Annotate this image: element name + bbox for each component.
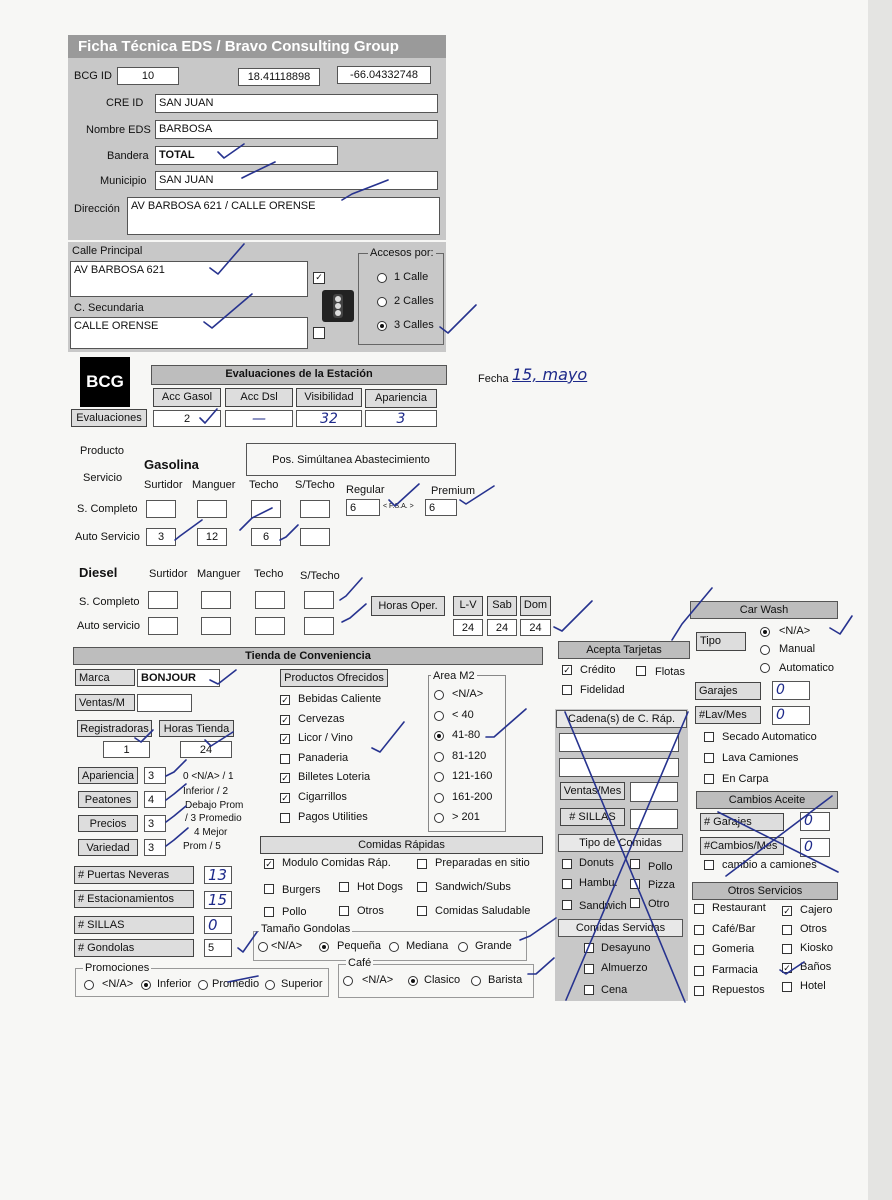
scale-1: 0 <N/A> / 1 bbox=[183, 771, 234, 782]
gas-col-techo: Techo bbox=[249, 479, 279, 491]
estacionamientos-field[interactable]: 15 bbox=[204, 891, 232, 909]
cambios-aceite-title: Cambios Aceite bbox=[696, 791, 838, 809]
check-regular bbox=[389, 484, 419, 506]
otros-left-1-label: Café/Bar bbox=[712, 922, 756, 935]
cafe-clasico-label: Clasico bbox=[424, 974, 461, 986]
promo-inferior-label: Inferior bbox=[157, 978, 192, 990]
secado-label: Secado Automatico bbox=[722, 731, 817, 743]
check-cafe bbox=[528, 958, 554, 974]
pos-simultanea-label: Pos. Simúltanea Abastecimiento bbox=[246, 443, 456, 476]
otros-right-0-label: Cajero bbox=[800, 904, 833, 916]
promociones-label: Promociones bbox=[85, 962, 150, 974]
check-diesel-stecho bbox=[340, 578, 362, 600]
otros-right-4-label: Hotel bbox=[800, 980, 826, 992]
s-completo-label: S. Completo bbox=[77, 503, 138, 515]
regular-field[interactable]: 6 bbox=[346, 499, 380, 516]
otros-left-2-label: Gomeria bbox=[712, 943, 755, 955]
eval-col-acc-dsl: Acc Dsl bbox=[225, 388, 293, 407]
producto-1-checkbox[interactable]: ✓ bbox=[281, 714, 289, 725]
check-premium bbox=[460, 486, 494, 504]
producto-0-checkbox[interactable]: ✓ bbox=[281, 695, 289, 705]
servida-almuerzo-label: Almuerzo bbox=[601, 962, 648, 974]
premium-field[interactable]: 6 bbox=[425, 499, 457, 516]
cafe-barista-label: Barista bbox=[488, 974, 523, 986]
comida-hotdogs-label: Hot Dogs bbox=[357, 881, 403, 893]
evaluaciones-title: Evaluaciones de la Estación bbox=[151, 365, 447, 385]
check-auto-2 bbox=[240, 508, 272, 530]
otros-servicios-title: Otros Servicios bbox=[692, 882, 838, 900]
scale-4: / 3 Promedio bbox=[185, 813, 242, 824]
productos-label: Productos Ofrecidos bbox=[280, 669, 388, 687]
check-tamano bbox=[520, 918, 556, 940]
en-carpa-label: En Carpa bbox=[722, 773, 769, 785]
otros-right-0-checkbox[interactable]: ✓ bbox=[783, 906, 791, 916]
puertas-neveras-label: # Puertas Neveras bbox=[74, 866, 194, 884]
producto-label: Producto bbox=[80, 445, 125, 457]
tipo-pollo-label: Pollo bbox=[648, 861, 673, 873]
area-3-label: 81-120 bbox=[452, 749, 487, 762]
cafe-label: Café bbox=[348, 957, 372, 969]
comidas-rapidas-label: Comidas Rápidas bbox=[260, 836, 543, 854]
gas-col-surtidor: Surtidor bbox=[144, 479, 183, 491]
check-tarjetas bbox=[672, 588, 712, 640]
comida-otros-label: Otros bbox=[357, 905, 384, 917]
registradoras-label: Registradoras bbox=[77, 720, 152, 737]
producto-3-label: Panaderia bbox=[298, 751, 349, 764]
tipo-hambu-label: Hambu. bbox=[579, 877, 618, 889]
comida-sandwich-label: Sandwich/Subs bbox=[435, 881, 511, 893]
bcg-id-label: BCG ID bbox=[74, 70, 112, 82]
apariencia-field[interactable]: 3 bbox=[144, 767, 166, 784]
bcg-id-field[interactable]: 10 bbox=[117, 67, 179, 85]
area-6-label: > 201 bbox=[452, 811, 480, 823]
horas-dom-field[interactable]: 24 bbox=[520, 619, 551, 636]
auto-servicio-label: Auto Servicio bbox=[75, 531, 140, 543]
eval-apariencia-field[interactable]: 3 bbox=[365, 410, 437, 427]
carwash-lav-field[interactable]: 0 bbox=[772, 706, 810, 725]
comidas-servidas-title: Comidas Servidas bbox=[558, 919, 683, 937]
comida-burgers-label: Burgers bbox=[282, 884, 321, 896]
peatones-label: Peatones bbox=[78, 791, 138, 808]
producto-1-label: Cervezas bbox=[298, 712, 345, 725]
acceso-2-calles-label: 2 Calles bbox=[394, 295, 434, 307]
carwash-manual-label: Manual bbox=[779, 643, 816, 655]
cre-id-label: CRE ID bbox=[106, 97, 144, 109]
regular-label: Regular bbox=[346, 484, 385, 496]
gas-auto-surtidor[interactable]: 3 bbox=[146, 528, 176, 546]
cadena-sillas-label: # SILLAS bbox=[560, 808, 625, 826]
tipo-otro-label: Otro bbox=[648, 898, 670, 910]
area-label: Area M2 bbox=[433, 670, 475, 682]
calle-principal-label: Calle Principal bbox=[72, 245, 143, 257]
variedad-label: Variedad bbox=[78, 839, 138, 856]
carwash-lav-label: #Lav/Mes bbox=[695, 706, 761, 724]
peatones-field[interactable]: 4 bbox=[144, 791, 166, 808]
marca-label: Marca bbox=[75, 669, 135, 686]
acceso-1-calle-label: 1 Calle bbox=[394, 271, 429, 283]
otros-left-3-label: Farmacia bbox=[712, 963, 758, 976]
horas-sab-field[interactable]: 24 bbox=[487, 619, 517, 636]
producto-4-checkbox[interactable]: ✓ bbox=[281, 773, 289, 784]
strike-promedio bbox=[228, 976, 258, 982]
check-area bbox=[486, 709, 526, 737]
tarjeta-credito-checkbox[interactable]: ✓ bbox=[563, 665, 571, 675]
check-apariencia bbox=[166, 760, 186, 776]
calle-secundaria-field[interactable]: CALLE ORENSE bbox=[70, 317, 308, 349]
tienda-sillas-field[interactable]: 0 bbox=[204, 916, 232, 934]
eval-col-apariencia: Apariencia bbox=[365, 389, 437, 408]
cadenas-title: Cadena(s) de C. Ráp. bbox=[556, 710, 687, 728]
horas-lv-field[interactable]: 24 bbox=[453, 619, 483, 636]
calle-principal-field[interactable]: AV BARBOSA 621 bbox=[70, 261, 308, 297]
tienda-sillas-label: # SILLAS bbox=[74, 916, 194, 934]
precios-label: Precios bbox=[78, 815, 138, 832]
direccion-label: Dirección bbox=[74, 203, 120, 215]
otros-right-1-label: Otros bbox=[800, 923, 827, 935]
diesel-auto-label: Auto servicio bbox=[77, 620, 140, 632]
producto-6-label: Pagos Utilities bbox=[298, 810, 368, 823]
cre-id-field[interactable]: SAN JUAN bbox=[155, 94, 438, 113]
check-diesel-auto bbox=[342, 604, 366, 622]
scale-6: Prom / 5 bbox=[183, 841, 221, 852]
puertas-neveras-field[interactable]: 13 bbox=[204, 866, 232, 884]
tamano-label: Tamaño Gondolas bbox=[261, 923, 351, 935]
eval-col-acc-gasol: Acc Gasol bbox=[153, 388, 221, 407]
check-variedad bbox=[166, 828, 188, 846]
eval-col-visibilidad: Visibilidad bbox=[296, 388, 362, 407]
tamano-pequena-label: Pequeña bbox=[337, 940, 382, 952]
accesos-label: Accesos por: bbox=[370, 247, 434, 259]
check-principal bbox=[210, 244, 244, 274]
check-precios bbox=[166, 806, 186, 822]
servida-cena-label: Cena bbox=[601, 984, 628, 996]
scale-5: 4 Mejor bbox=[194, 827, 228, 838]
producto-2-checkbox[interactable]: ✓ bbox=[281, 734, 289, 745]
tarjeta-credito-label: Crédito bbox=[580, 664, 616, 676]
diesel-label: Diesel bbox=[79, 565, 118, 580]
nombre-field[interactable]: BARBOSA bbox=[155, 120, 438, 139]
calle-secundaria-label: C. Secundaria bbox=[74, 302, 144, 314]
tienda-title: Tienda de Conveniencia bbox=[73, 647, 543, 665]
fsa-label: < F.S.A. > bbox=[383, 503, 414, 510]
longitude-field[interactable]: -66.04332748 bbox=[337, 66, 431, 84]
check-acc-gasol bbox=[200, 409, 217, 423]
strike-aceite-2 bbox=[726, 796, 832, 876]
producto-0-label: Bebidas Caliente bbox=[298, 693, 382, 705]
tamano-grande-label: Grande bbox=[475, 940, 512, 952]
check-registradoras bbox=[135, 730, 153, 742]
diesel-col-techo: Techo bbox=[254, 568, 284, 580]
marca-field[interactable]: BONJOUR bbox=[137, 669, 220, 687]
horas-col-sab: Sab bbox=[487, 596, 517, 616]
horas-oper-label: Horas Oper. bbox=[371, 596, 445, 616]
aceite-cambios-field[interactable]: 0 bbox=[800, 838, 830, 857]
strike-cadenas-2 bbox=[566, 712, 688, 1000]
check-accesos bbox=[440, 305, 476, 333]
diesel-col-manguer: Manguer bbox=[197, 568, 241, 580]
area-2-label: 41-80 bbox=[452, 729, 481, 741]
otros-left-4-label: Repuestos bbox=[712, 984, 765, 996]
check-productos bbox=[372, 722, 404, 752]
form-title: Ficha Técnica EDS / Bravo Consulting Group bbox=[68, 35, 446, 58]
gas-auto-manguer[interactable]: 12 bbox=[197, 528, 227, 546]
apariencia-label: Apariencia bbox=[78, 767, 138, 784]
carwash-tipo-label: Tipo bbox=[696, 632, 746, 651]
carwash-garajes-label: Garajes bbox=[695, 682, 761, 700]
evaluaciones-row-label: Evaluaciones bbox=[71, 409, 147, 427]
diesel-s-completo-label: S. Completo bbox=[79, 596, 140, 608]
producto-4-label: Billetes Loteria bbox=[298, 771, 371, 784]
comida-preparadas-label: Preparadas en sitio bbox=[435, 857, 530, 869]
acceso-3-calles-label: 3 Calles bbox=[394, 319, 434, 331]
check-auto-3 bbox=[280, 525, 298, 540]
bcg-logo: BCG bbox=[80, 357, 130, 407]
calle-principal-checkbox[interactable]: ✓ bbox=[313, 272, 325, 284]
registradoras-field[interactable]: 1 bbox=[103, 741, 150, 758]
horas-tienda-field[interactable]: 24 bbox=[180, 741, 232, 758]
promo-superior-label: Superior bbox=[281, 978, 323, 990]
tipo-comidas-title: Tipo de Comidas bbox=[558, 834, 683, 852]
comida-pollo-label: Pollo bbox=[282, 906, 307, 918]
aceite-garajes-label: # Garajes bbox=[700, 813, 784, 831]
area-5-label: 161-200 bbox=[452, 790, 493, 803]
check-direccion bbox=[342, 180, 388, 200]
eval-visibilidad-field[interactable]: 32 bbox=[296, 410, 362, 427]
tipo-sandwich-label: Sandwich bbox=[579, 900, 627, 912]
premium-label: Premium bbox=[431, 485, 476, 497]
ventas-m-label: Ventas/M bbox=[75, 694, 135, 711]
variedad-field[interactable]: 3 bbox=[144, 839, 166, 856]
carwash-title: Car Wash bbox=[690, 601, 838, 619]
check-carwash bbox=[830, 616, 852, 634]
aceite-cambios-label: #Cambios/Mes bbox=[700, 837, 784, 855]
precios-field[interactable]: 3 bbox=[144, 815, 166, 832]
area-0-label: <N/A> bbox=[452, 688, 484, 700]
aceite-garajes-field[interactable]: 0 bbox=[800, 812, 830, 831]
area-1-label: < 40 bbox=[452, 708, 474, 721]
producto-5-label: Cigarrillos bbox=[298, 791, 347, 803]
horas-col-dom: Dom bbox=[520, 596, 551, 616]
municipio-label: Municipio bbox=[100, 175, 147, 187]
aceite-camiones-label: cambio a camiones bbox=[722, 859, 817, 871]
tarjeta-flotas-label: Flotas bbox=[655, 666, 685, 678]
check-municipio bbox=[242, 162, 275, 178]
nombre-label: Nombre EDS bbox=[86, 124, 151, 136]
cafe-na-label: <N/A> bbox=[362, 974, 394, 986]
servicio-label: Servicio bbox=[83, 472, 123, 484]
servida-desayuno-label: Desayuno bbox=[601, 942, 651, 954]
carwash-garajes-field[interactable]: 0 bbox=[772, 681, 810, 700]
scale-3: Debajo Prom bbox=[185, 800, 244, 811]
comida-modulo-label: Modulo Comidas Ráp. bbox=[282, 857, 391, 869]
check-horas-tienda bbox=[205, 732, 233, 746]
gas-col-s-techo: S/Techo bbox=[295, 479, 335, 491]
horas-tienda-label: Horas Tienda bbox=[159, 720, 234, 737]
area-4-label: 121-160 bbox=[452, 770, 493, 782]
gas-col-manguer: Manguer bbox=[192, 479, 236, 491]
check-auto-1 bbox=[175, 520, 202, 540]
scale-2: Inferior / 2 bbox=[183, 786, 229, 797]
check-bandera bbox=[218, 144, 244, 158]
comida-saludable-label: Comidas Saludable bbox=[435, 905, 531, 917]
otros-right-3-checkbox[interactable]: ✓ bbox=[783, 963, 791, 973]
tamano-mediana-label: Mediana bbox=[406, 940, 449, 952]
check-marca bbox=[210, 670, 236, 684]
otros-left-0-label: Restaurant bbox=[712, 902, 766, 914]
strike-aceite-1 bbox=[718, 812, 838, 872]
lava-camiones-label: Lava Camiones bbox=[722, 752, 799, 764]
diesel-col-s-techo: S/Techo bbox=[300, 570, 340, 582]
eval-acc-gasol-field[interactable]: 2 bbox=[153, 410, 221, 427]
tamano-na-label: <N/A> bbox=[271, 940, 303, 952]
promo-na-label: <N/A> bbox=[102, 978, 134, 990]
promo-promedio-label: Promedio bbox=[212, 978, 260, 990]
otros-right-2-label: Kiosko bbox=[800, 942, 834, 954]
carwash-automatico-label: Automatico bbox=[779, 662, 835, 674]
check-horas bbox=[554, 601, 592, 631]
latitude-field[interactable]: 18.41118898 bbox=[238, 68, 320, 86]
eval-acc-dsl-field[interactable]: — bbox=[225, 410, 293, 427]
acepta-tarjetas-title: Acepta Tarjetas bbox=[558, 641, 690, 659]
gasolina-label: Gasolina bbox=[144, 457, 199, 472]
gondolas-label: # Gondolas bbox=[74, 939, 194, 957]
fecha-handwritten: 15, mayo bbox=[512, 365, 588, 384]
gas-auto-techo[interactable]: 6 bbox=[251, 528, 281, 546]
check-secundaria bbox=[204, 294, 252, 328]
fecha-label: Fecha bbox=[478, 373, 509, 385]
check-peatones bbox=[166, 784, 186, 800]
direccion-field[interactable]: AV BARBOSA 621 / CALLE ORENSE bbox=[127, 197, 440, 235]
otros-right-3-label: Baños bbox=[800, 961, 832, 973]
carwash-na-label: <N/A> bbox=[779, 625, 811, 637]
estacionamientos-label: # Estacionamientos bbox=[74, 890, 194, 908]
horas-col-lv: L-V bbox=[453, 596, 483, 616]
comida-modulo-checkbox[interactable]: ✓ bbox=[265, 859, 273, 869]
check-gondolas bbox=[238, 932, 257, 952]
tipo-pizza-label: Pizza bbox=[648, 879, 675, 891]
bandera-field[interactable]: TOTAL bbox=[155, 146, 338, 165]
gondolas-field[interactable]: 5 bbox=[204, 939, 232, 957]
cadena-ventas-label: Ventas/Mes bbox=[560, 782, 625, 800]
check-banos bbox=[780, 962, 804, 974]
bandera-label: Bandera bbox=[107, 150, 149, 162]
tarjeta-fidelidad-label: Fidelidad bbox=[580, 684, 625, 696]
municipio-field[interactable]: SAN JUAN bbox=[155, 171, 438, 190]
producto-5-checkbox[interactable]: ✓ bbox=[281, 793, 289, 803]
tipo-donuts-label: Donuts bbox=[579, 857, 614, 869]
producto-2-label: Licor / Vino bbox=[298, 732, 353, 745]
diesel-col-surtidor: Surtidor bbox=[149, 568, 188, 580]
